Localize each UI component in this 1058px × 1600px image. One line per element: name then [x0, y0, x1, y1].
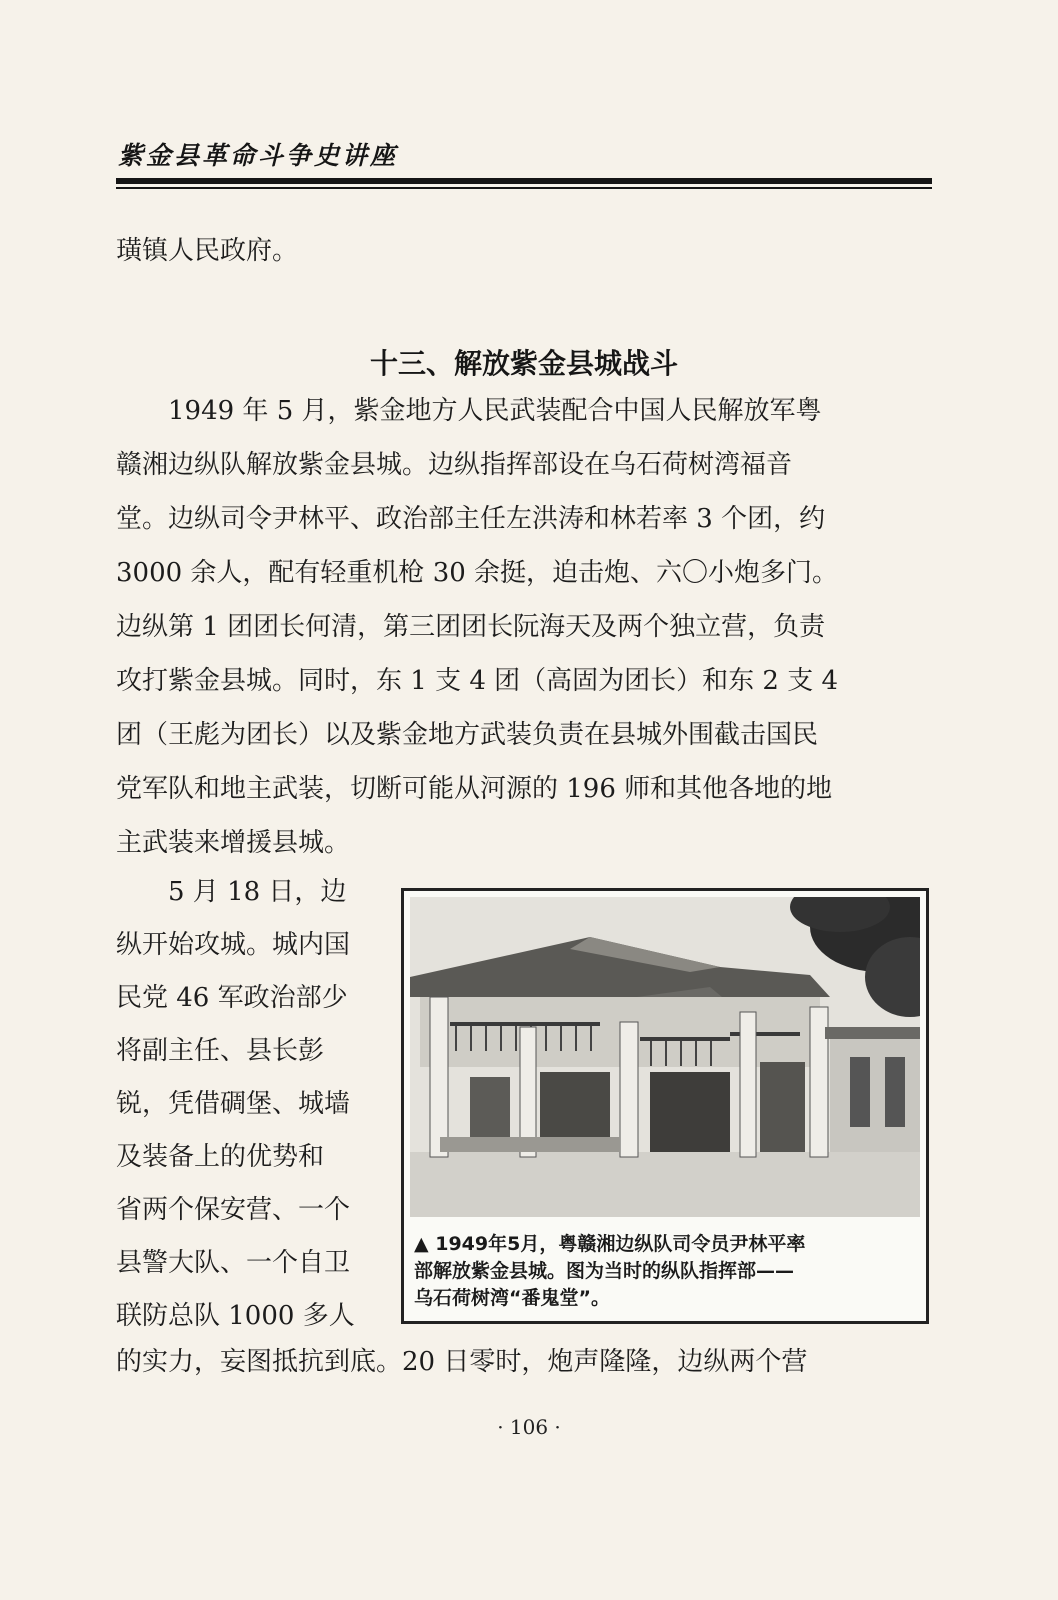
section-title: 十三、解放紫金县城战斗	[369, 347, 678, 380]
running-header: 紫金县革命斗争史讲座	[118, 141, 399, 170]
caption-line: 乌石荷树湾“番鬼堂”。	[414, 1287, 610, 1309]
paragraph-line: 边纵第 1 团团长何清，第三团团长阮海天及两个独立营，负责	[116, 612, 826, 642]
page-number: · 106 ·	[497, 1415, 561, 1439]
header-rule-thin	[116, 187, 932, 189]
paragraph-line: 纵开始攻城。城内国	[116, 930, 351, 960]
paragraph-line: 将副主任、县长彭	[116, 1036, 325, 1066]
paragraph-line: 堂。边纵司令尹林平、政治部主任左洪涛和林若率 3 个团，约	[116, 504, 826, 534]
figure-caption	[414, 1231, 922, 1312]
paragraph-line: 5 月 18 日，边	[116, 877, 347, 907]
figure-photo-box	[401, 888, 929, 1324]
paragraph-line: 省两个保安营、一个	[116, 1195, 351, 1225]
paragraph-1	[116, 384, 838, 870]
paragraph-line: 锐，凭借碉堡、城墙	[116, 1089, 351, 1119]
paragraph-2-continuation: 的实力，妄图抵抗到底。20 日零时，炮声隆隆，边纵两个营	[116, 1347, 808, 1377]
paragraph-line: 赣湘边纵队解放紫金县城。边纵指挥部设在乌石荷树湾福音	[116, 450, 793, 480]
paragraph-line: 联防总队 1000 多人	[116, 1301, 355, 1331]
paragraph-line: 及装备上的优势和	[116, 1142, 325, 1172]
caption-line: ▲ 1949年5月，粤赣湘边纵队司令员尹林平率	[414, 1233, 806, 1255]
caption-line: 部解放紫金县城。图为当时的纵队指挥部——	[414, 1260, 795, 1282]
paragraph-line: 党军队和地主武装，切断可能从河源的 196 师和其他各地的地	[116, 774, 833, 804]
header-rule-thick	[116, 178, 932, 184]
paragraph-line: 民党 46 军政治部少	[116, 983, 348, 1013]
paragraph-line: 县警大队、一个自卫	[116, 1248, 351, 1278]
paragraph-line: 主武装来增援县城。	[116, 828, 351, 858]
carryover-text: 璜镇人民政府。	[116, 236, 299, 266]
paragraph-line: 3000 余人，配有轻重机枪 30 余挺，迫击炮、六〇小炮多门。	[116, 558, 839, 588]
paragraph-2-wrapped	[116, 866, 392, 1343]
paragraph-line: 攻打紫金县城。同时，东 1 支 4 团（高固为团长）和东 2 支 4	[116, 666, 839, 696]
paragraph-line: 1949 年 5 月，紫金地方人民武装配合中国人民解放军粤	[116, 396, 822, 426]
paragraph-line: 团（王彪为团长）以及紫金地方武装负责在县城外围截击国民	[116, 720, 819, 750]
headquarters-photo	[410, 897, 920, 1217]
